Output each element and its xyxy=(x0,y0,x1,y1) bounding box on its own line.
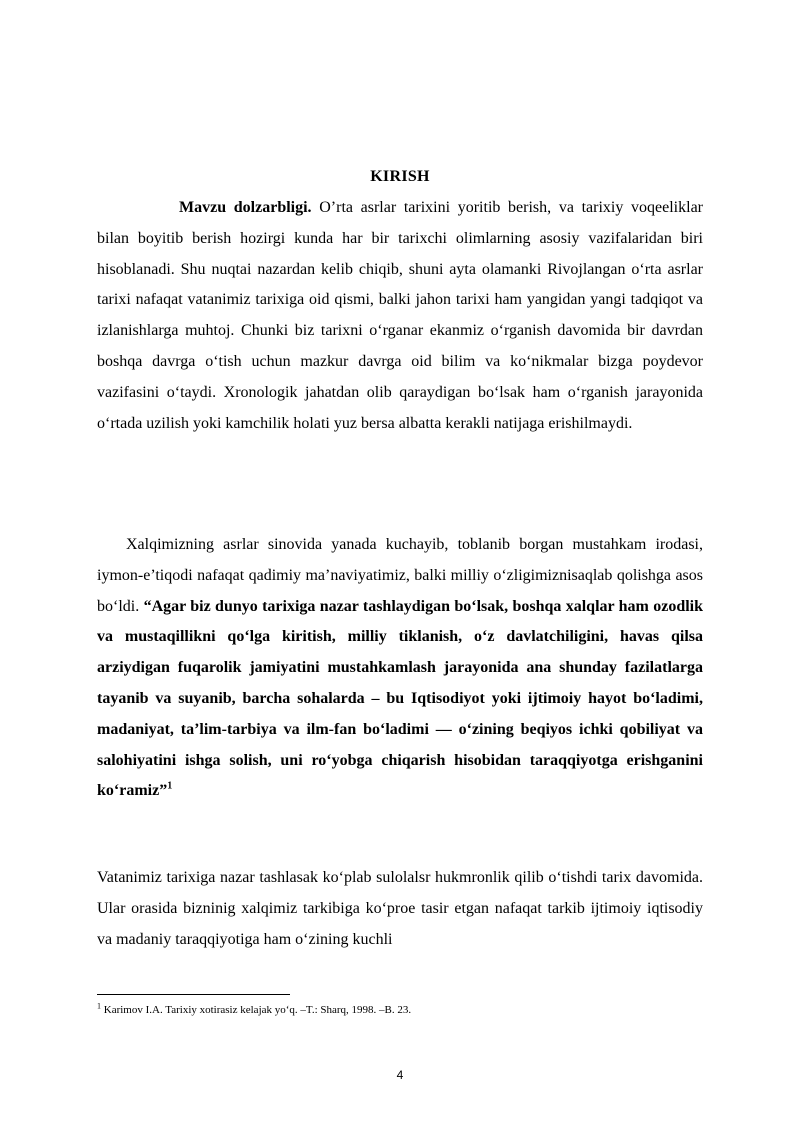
paragraph-text: Vatanimiz tarixiga nazar tashlasak ko‘plab sulolalsr hukmronlik qilib o‘tishdi tarix davomida. Ular orasida bizninig xalqimiz tarkibiga ko‘proe tasir etgan nafaqat tarkib ijtimoiy iqtisodiy va madaniy taraqqiyotiga ham o‘zining kuchli xyxy=(97,869,703,948)
footnote-separator xyxy=(97,994,290,995)
footnote-reference: 1 xyxy=(167,781,173,793)
footnote-number: 1 xyxy=(97,1001,101,1011)
footnote-text: Karimov I.A. Tarixiy xotirasiz kelajak yo‘q. –T.: Sharq, 1998. –B. 23. xyxy=(101,1004,412,1016)
page-title: KIRISH xyxy=(370,168,430,185)
paragraph-text: O’rta asrlar tarixini yoritib berish, va tarixiy voqeeliklar bilan boyitib berish hozirgi kunda har bir tarixchi olimlarning asosiy vazifalaridan biri hisoblanadi. Shu nuqtai nazardan kelib chiqib, shuni ayta olamanki Rivojlangan o‘rta asrlar tarixi nafaqat vatanimiz tarixiga oid qismi, balki jahon tarixi ham yangidan yangi tadqiqot va izlanishlarga muhtoj. Chunki biz tarixni o‘rganar ekanmiz o‘rganish davomida bir davrdan boshqa davrga o‘tish uchun mazkur davrga oid bilim va ko‘nikmalar bizga poydevor vazifasini o‘taydi. Xronologik jahatdan olib qaraydigan bo‘lsak ham o‘rganish jarayonida o‘rtada uzilish yoki kamchilik holati yuz bersa albatta kerakli natijaga erishilmaydi. xyxy=(97,199,703,432)
paragraph-quote xyxy=(97,530,703,807)
paragraph-lead-heading: Mavzu dolzarbligi. xyxy=(179,199,312,216)
quote-text: “Agar biz dunyo tarixiga nazar tashlaydigan bo‘lsak, boshqa xalqlar ham ozodlik va mustaqillikni qo‘lga kiritish, milliy tiklanish, o‘z davlatchiligini, havas qilsa arziydigan fuqarolik jamiyatini mustahkamlash jarayonida ana shunday fazilatlarga tayanib va suyanib, barcha sohalarda – bu Iqtisodiyot yoki ijtimoiy hayot bo‘ladimi, madaniyat, ta’lim-tarbiya va ilm-fan bo‘ladimi — o‘zining beqiyos ichki qobiliyat va salohiyatini ishga solish, uni ro‘yobga chiqarish hisobidan taraqqiyotga erishganini ko‘ramiz” xyxy=(97,597,704,800)
paragraph-dynasties xyxy=(97,863,703,955)
paragraph-text: Xalqimizning asrlar sinovida yanada kuchayib, toblanib borgan mustahkam irodasi, iymon-e’tiqodi nafaqat qadimiy ma’naviyatimiz, balki milliy o‘zligimiznisaqlab qolishga asos bo‘ldi. xyxy=(97,536,703,615)
paragraph-relevance xyxy=(97,193,703,439)
footnote xyxy=(97,1002,703,1018)
page-number: 4 xyxy=(396,1068,404,1082)
